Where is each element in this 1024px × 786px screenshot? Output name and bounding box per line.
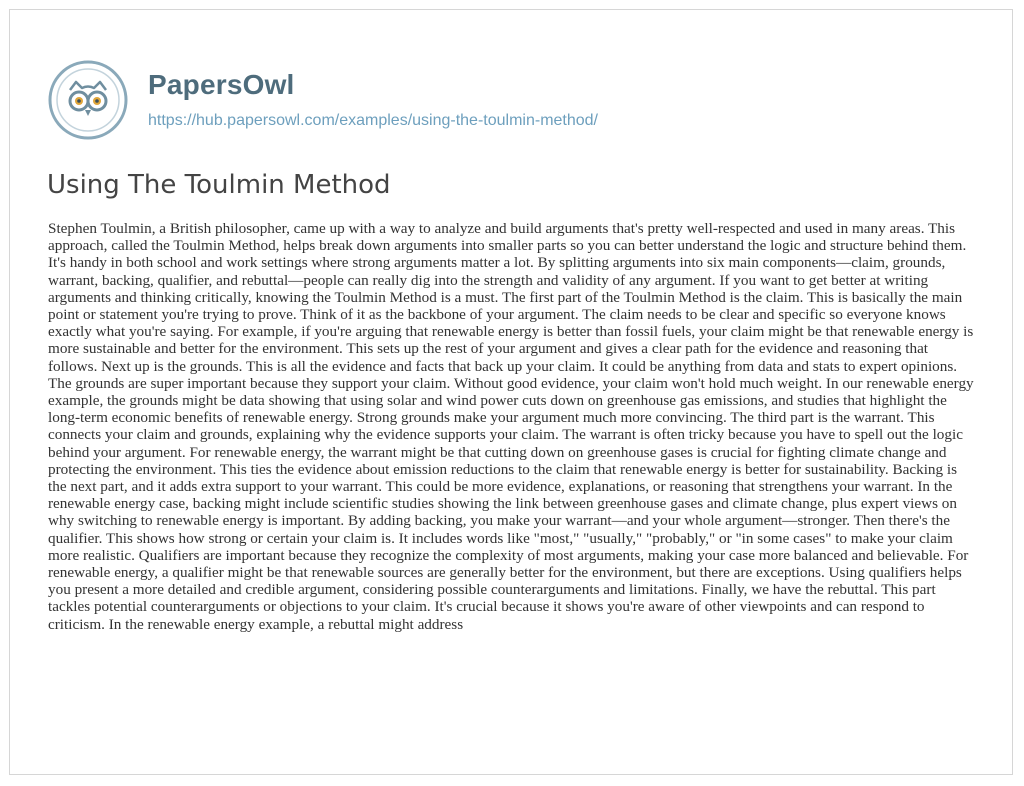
brand-name[interactable]: PapersOwl (148, 69, 295, 100)
owl-logo-icon[interactable] (48, 60, 128, 140)
article-body: Stephen Toulmin, a British philosopher, came up with a way to analyze and build arguments that's pretty well-respected and used in many areas. This approach, called the Toulmin Method, helps break down arguments into smaller parts so you can better understand the logic and structure behind them. It's handy in both school and work settings where strong arguments matter a lot. By splitting arguments into six main components—claim, grounds, warrant, backing, qualifier, and rebuttal—people can really dig into the strength and validity of any argument. If you want to get better at writing arguments and thinking critically, knowing the Toulmin Method is a must. The first part of the Toulmin Method is the claim. This is basically the main point or statement you're trying to prove. Think of it as the backbone of your argument. The claim needs to be clear and specific so everyone knows exactly what you're saying. For example, if you're arguing that renewable energy is better than fossil fuels, your claim might be that renewable energy is more sustainable and better for the environment. This sets up the rest of your argument and gives a clear path for the evidence and reasoning that follows. Next up is the grounds. This is all the evidence and facts that back up your claim. It could be anything from data and stats to expert opinions. The grounds are super important because they support your claim. Without good evidence, your claim won't hold much weight. In our renewable energy example, the grounds might be data showing that using solar and wind power cuts down on greenhouse gas emissions, and studies that highlight the long-term economic benefits of renewable energy. Strong grounds make your argument much more convincing. The third part is the warrant. This connects your claim and grounds, explaining why the evidence supports your claim. The warrant is often tricky because you have to spell out the logic behind your argument. For renewable energy, the warrant might be that cutting down on greenhouse gases is crucial for fighting climate change and protecting the environment. This ties the evidence about emission reductions to the claim that renewable energy is better for sustainability. Backing is the next part, and it adds extra support to your warrant. This could be more evidence, explanations, or reasoning that strengthens your warrant. In the renewable energy case, backing might include scientific studies showing the link between greenhouse gases and climate change, plus expert views on why switching to renewable energy is important. By adding backing, you make your warrant—and your whole argument—stronger. Then there's the qualifier. This shows how strong or certain your claim is. It includes words like "most," "usually," "probably," or "in some cases" to make your claim more realistic. Qualifiers are important because they recognize the complexity of most arguments, making your case more balanced and believable. For renewable energy, a qualifier might be that renewable sources are generally better for the environment, but there are exceptions. Using qualifiers helps you present a more detailed and credible argument, considering possible counterarguments and limitations. Finally, we have the rebuttal. This part tackles potential counterarguments or objections to your claim. It's crucial because it shows you're aware of other viewpoints and can respond to criticism. In the renewable energy example, a rebuttal might address (48, 220, 974, 633)
brand-block (148, 69, 598, 131)
source-url-link[interactable]: https://hub.papersowl.com/examples/using-the-toulmin-method/ (148, 112, 598, 129)
page-title: Using The Toulmin Method (47, 170, 391, 200)
site-header (48, 60, 598, 140)
